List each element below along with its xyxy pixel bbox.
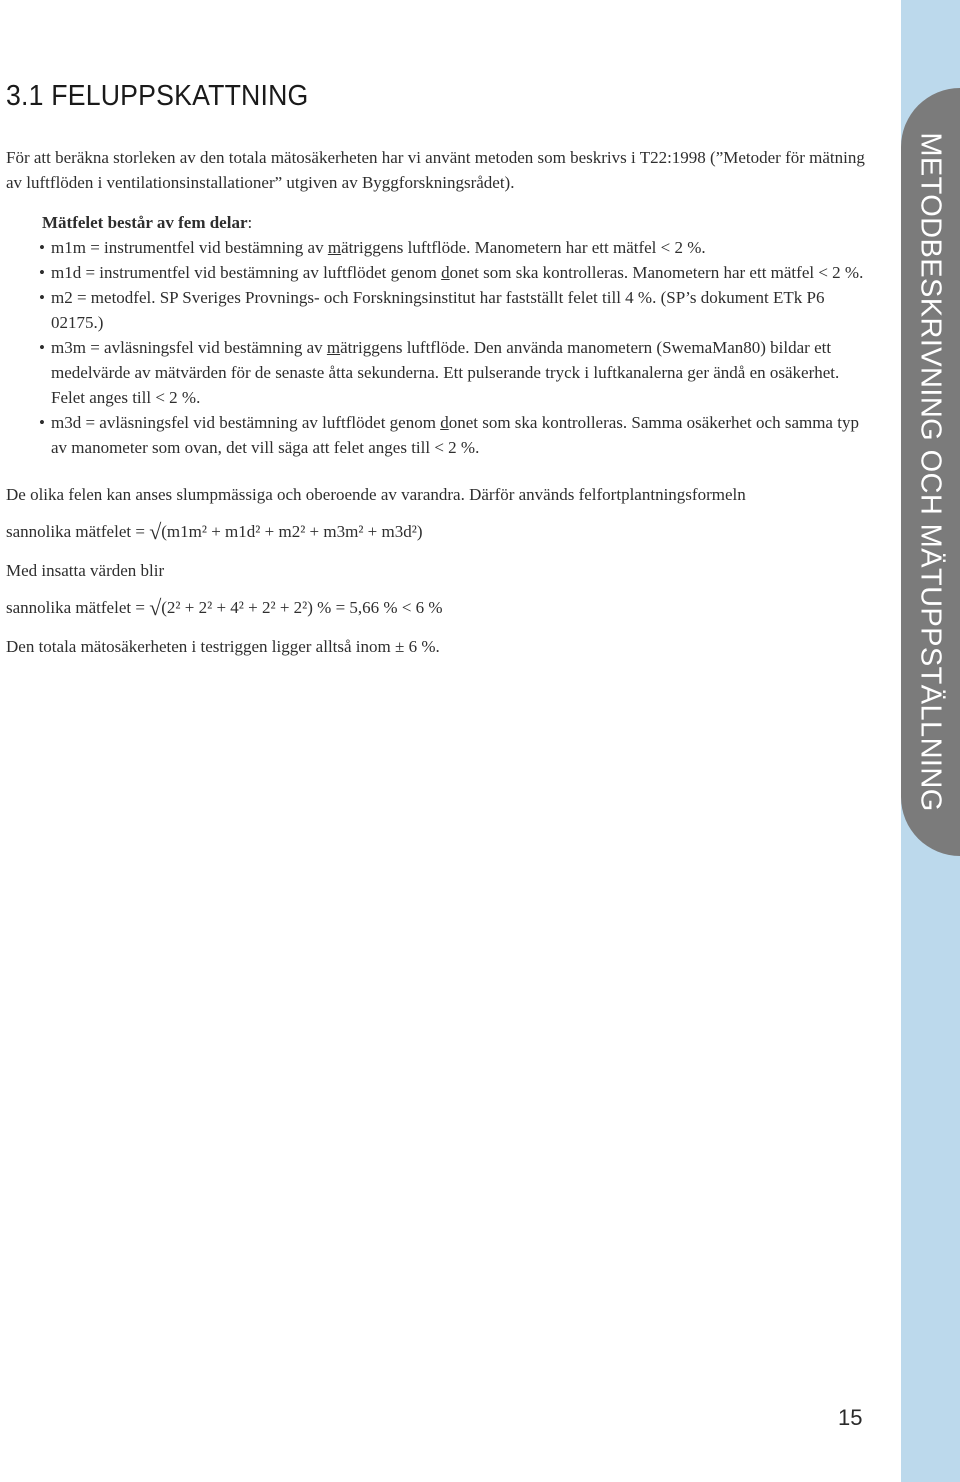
list-item-underlined: d [440, 413, 449, 432]
list-item-text: ätriggens luftflöde. Den använda manometern (SwemaMan80) bildar ett medelvärde av mätvärden för de senaste åtta sekunderna. Ett pulserande tryck i luftkanalerna ger ändå en osäkerhet. Felet anges till < 2 %. [51, 338, 840, 407]
list-item-text: m3m = avläsningsfel vid bestämning av [51, 338, 327, 357]
list-item [6, 410, 866, 460]
list-item-underlined: m [327, 238, 342, 257]
sqrt-symbol: √ [149, 595, 162, 620]
error-parts-heading-bold: Mätfelet består av fem delar [42, 213, 248, 232]
inserted-values-paragraph: Med insatta värden blir [6, 561, 165, 580]
list-item [6, 335, 866, 410]
list-item-text: m3d = avläsningsfel vid bestämning av luftflödet genom [51, 413, 441, 432]
page-number: 15 [838, 1405, 863, 1430]
list-item-text: onet som ska kontrolleras. Samma osäkerhet och samma typ av manometer som ovan, det vill säga att felet anges till < 2 %. [51, 413, 859, 457]
list-item-text: onet som ska kontrolleras. Manometern har ett mätfel < 2 %. [449, 263, 864, 282]
list-item-text: ätriggens luftflöde. Manometern har ett mätfel < 2 %. [341, 238, 706, 257]
intro-paragraph: För att beräkna storleken av den totala mätosäkerheten har vi använt metoden som beskrivs i T22:1998 (”Metoder för mätning av luftflöden i ventilationsinstallationer” utgiven av Byggforskningsrådet). [6, 148, 865, 192]
section-body [6, 145, 866, 659]
list-item-text: m2 = metodfel. SP Sveriges Provnings- och Forskningsinstitut har fastställt felet till 4 %. (SP’s dokument ETk P6 02175.) [51, 288, 825, 332]
side-tab-label: METODBESKRIVNING OCH MÄTUPPSTÄLLNING [914, 132, 947, 812]
error-parts-heading [6, 210, 866, 235]
list-item-text: m1d = instrumentfel vid bestämning av luftflödet genom [51, 263, 442, 282]
formula-lhs: sannolika mätfelet = [6, 522, 150, 541]
sqrt-symbol: √ [149, 519, 162, 544]
error-parts-list [6, 235, 866, 460]
list-item-underlined: m [326, 338, 341, 357]
list-item [6, 285, 866, 335]
error-parts-heading-suffix: : [247, 213, 253, 232]
list-item-text: m1m = instrumentfel vid bestämning av [51, 238, 328, 257]
conclusion-paragraph: Den totala mätosäkerheten i testriggen ligger alltså inom ± 6 %. [6, 637, 440, 656]
random-errors-paragraph: De olika felen kan anses slumpmässiga och oberoende av varandra. Därför används felfortplantningsformeln [6, 485, 746, 504]
list-item-underlined: d [441, 263, 450, 282]
formula-rhs: (m1m² + m1d² + m2² + m3m² + m3d²) [161, 522, 423, 541]
list-item [6, 260, 866, 285]
formula-general [6, 519, 866, 544]
section-heading: 3.1 FELUPPSKATTNING [6, 80, 309, 112]
list-item [6, 235, 866, 260]
formula-lhs: sannolika mätfelet = [6, 598, 150, 617]
formula-rhs: (2² + 2² + 4² + 2² + 2²) % = 5,66 % < 6 % [161, 598, 443, 617]
formula-values [6, 595, 866, 620]
